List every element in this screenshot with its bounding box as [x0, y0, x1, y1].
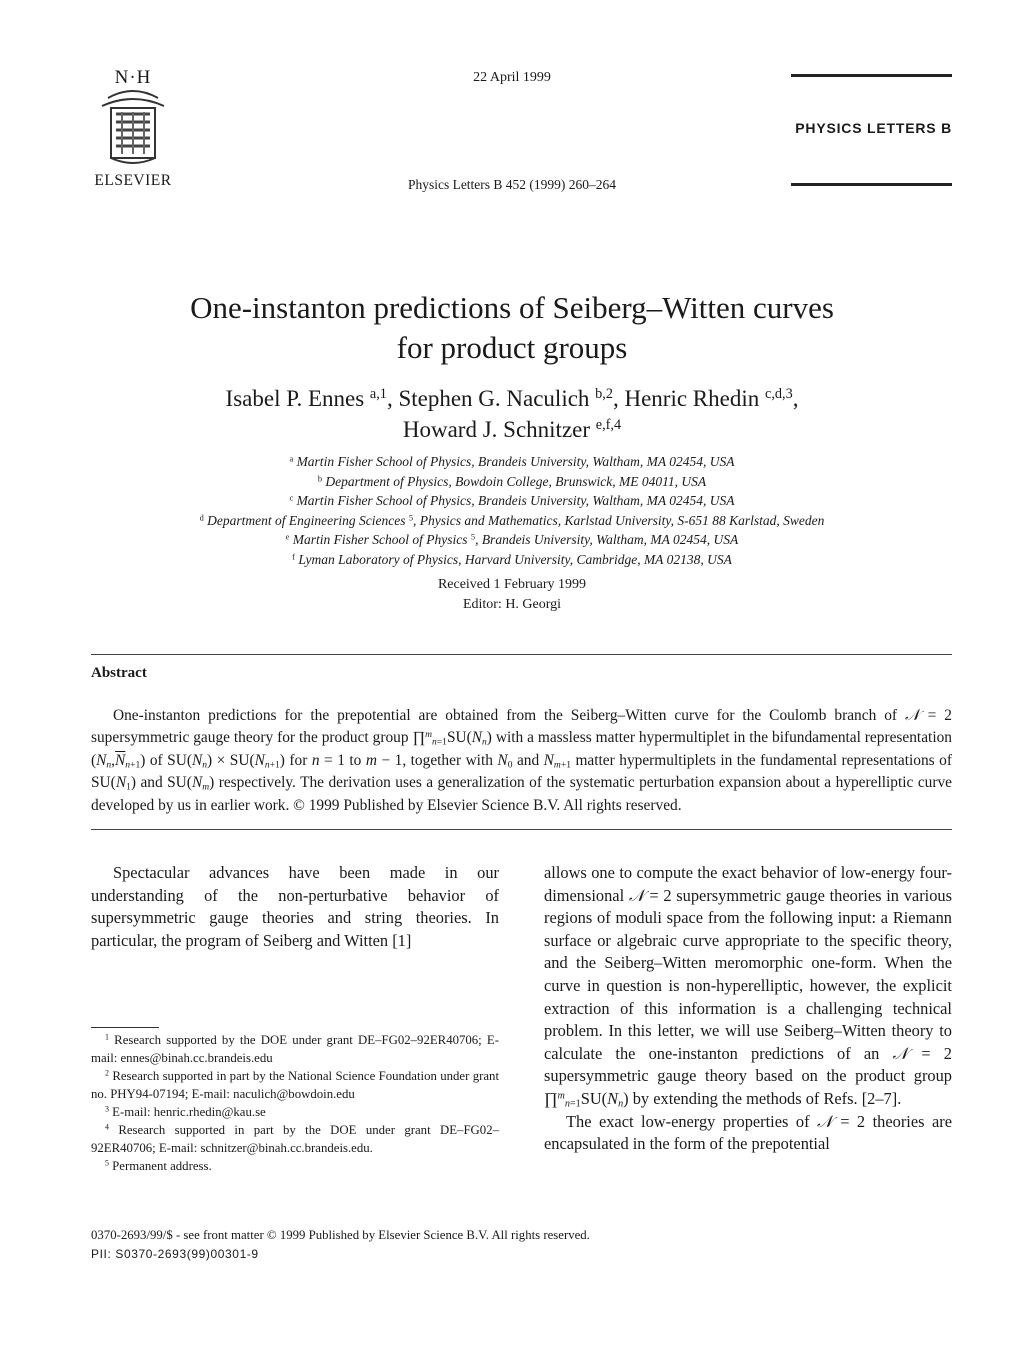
journal-citation: Physics Letters B 452 (1999) 260–264 [407, 177, 617, 192]
author-name: Henric Rhedin [624, 386, 760, 411]
copyright-block [91, 1226, 590, 1263]
footnote: $^4$ Research supported in part by the DOE under grant DE–FG02–92ER40706; E-mail: schnitzer@binah.cc.brandeis.edu. [91, 1122, 499, 1155]
footnote: $^2$ Research supported in part by the National Science Foundation under grant no. PHY94-07194; E-mail: naculich@bowdoin.edu [91, 1068, 500, 1101]
paragraph: Spectacular advances have been made in our understanding of the non-perturbative behavior of supersymmetric gauge theories and string theories. In particular, the program of Seiberg and Witten [1] [91, 863, 499, 950]
paragraph: The exact low-energy properties of 𝒩 = 2 theories are encapsulated in the form of the prepotential [544, 1111, 952, 1154]
title-line-1: One-instanton predictions of Seiberg–Witten curves [190, 290, 834, 325]
column-right [544, 862, 952, 1156]
header-rule-top [791, 74, 952, 77]
affiliation: $^c$ Martin Fisher School of Physics, Brandeis University, Waltham, MA 02454, USA [289, 493, 735, 509]
article-title [0, 288, 1024, 368]
affiliation-list [0, 452, 1024, 570]
footnote-rule [91, 1027, 159, 1028]
footnote: $^1$ Research supported by the DOE under grant DE–FG02–92ER40706; E-mail: ennes@binah.cc.brandeis.edu [91, 1032, 500, 1065]
author-name: Isabel P. Ennes [225, 386, 365, 411]
editor: Editor: H. Georgi [462, 597, 562, 612]
received-block [0, 575, 1024, 615]
author-marks: b,2 [595, 386, 613, 403]
affiliation: $^d$ Department of Engineering Sciences $^5$, Physics and Mathematics, Karlstad University, S-651 88 Karlstad, Sweden [199, 512, 825, 528]
publisher-name: ELSEVIER [94, 172, 172, 189]
abstract-text: One-instanton predictions for the prepotential are obtained from the Seiberg–Witten curve for the Coulomb branch of 𝒩 = 2 supersymmetric gauge theory for the product group $\prod^m_{n=1}SU(N_n)$ with a massless matter hypermultiplet in the bifundamental representation $(N_n,\overline{N}_{n+1})$ of $SU(N_n) \times SU(N_{n+1})$ for n = 1 to m − 1, together with $N_0$ and $N_{m+1}$ matter hypermultiplets in the fundamental representations of $SU(N_1)$ and $SU(N_m)$ respectively. The derivation uses a generalization of the systematic perturbation expansion about a hyperelliptic curve developed by us in earlier work. © 1999 Published by Elsevier Science B.V. All rights reserved. [91, 707, 952, 814]
affiliation: $^a$ Martin Fisher School of Physics, Brandeis University, Waltham, MA 02454, USA [289, 454, 735, 469]
journal-name: PHYSICS LETTERS B [795, 120, 952, 136]
affiliation: $^b$ Department of Physics, Bowdoin College, Brunswick, ME 04011, USA [317, 473, 707, 489]
received-date: Received 1 February 1999 [437, 577, 587, 592]
title-line-2: for product groups [396, 330, 628, 365]
logo-monogram: N·H [114, 67, 152, 88]
tree-emblem-icon [88, 88, 178, 166]
paragraph: allows one to compute the exact behavior of low-energy four-dimensional 𝒩 = 2 supersymmetric gauge theories in various regions of moduli space from the following input: a Riemann surface or algebraic curve appropriate to the specific theory, and the Seiberg–Witten meromorphic one-form. When the curve in question is non-hyperelliptic, however, the explicit extraction of this information is a challenging technical problem. In this letter, we will use Seiberg–Witten theory to calculate the one-instanton predictions of an 𝒩 = 2 supersymmetric gauge theory based on the product group $\prod^m_{n=1}SU(N_n)$ by extending the methods of Refs. [2–7]. [544, 863, 952, 1110]
author-marks: c,d,3 [765, 386, 793, 403]
footnotes [91, 1031, 499, 1175]
divider-top [91, 654, 952, 655]
affiliation: $^e$ Martin Fisher School of Physics $^5$, Brandeis University, Waltham, MA 02454, USA [285, 532, 739, 548]
author-marks: a,1 [369, 386, 387, 403]
affiliation: $^f$ Lyman Laboratory of Physics, Harvard University, Cambridge, MA 02138, USA [292, 551, 732, 567]
column-left [91, 862, 499, 952]
author-name: Howard J. Schnitzer [402, 417, 591, 442]
divider-bottom [91, 829, 952, 830]
author-list: Isabel P. Ennes $^{a,1}$, Stephen G. Naculich $^{b,2}$, Henric Rhedin $^{c,d,3}$, Howard J. Schnitzer $^{e,f,4}$ [225, 386, 799, 442]
author-name: Stephen G. Naculich [398, 386, 590, 411]
abstract-heading: Abstract [91, 665, 147, 681]
header-rule-bottom [791, 183, 952, 186]
footnote: $^3$ E-mail: henric.rhedin@kau.se [105, 1104, 266, 1119]
pii-line: PII: S0370-2693(99)00301-9 [91, 1246, 259, 1261]
elsevier-logo [88, 68, 178, 188]
footnote: $^5$ Permanent address. [105, 1158, 212, 1173]
author-marks: e,f,4 [595, 417, 622, 434]
issue-date: 22 April 1999 [473, 70, 551, 85]
copyright-line: 0370-2693/99/$ - see front matter © 1999 Published by Elsevier Science B.V. All rights reserved. [91, 1228, 590, 1242]
